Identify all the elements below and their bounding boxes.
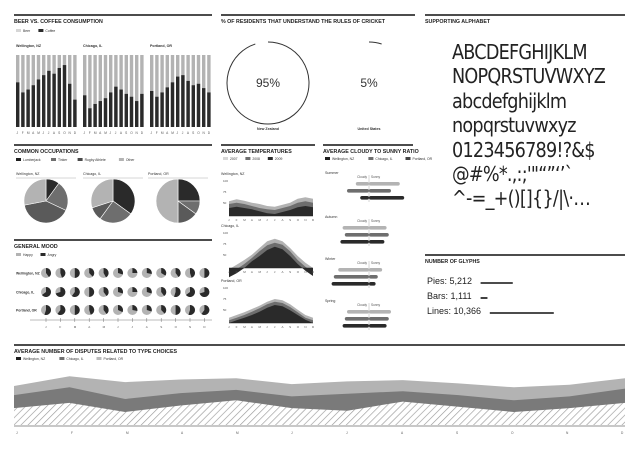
alphabet-line: 0123456789!?&$: [452, 137, 595, 162]
sunny-bar: [369, 324, 387, 328]
month-tick-label: J: [228, 218, 230, 222]
month-tick-label: M: [26, 131, 30, 135]
month-tick-label: M: [171, 131, 174, 135]
panel-city-label: Wellington, NZ: [16, 172, 40, 176]
mood-city-label: Chicago, IL: [16, 290, 35, 295]
section-title: COMMON OCCUPATIONS: [14, 149, 79, 155]
glyph-count-label: Pies: 5,212: [427, 276, 473, 286]
month-tick-label: A: [119, 131, 123, 135]
coffee-bar: [192, 85, 195, 127]
sunny-bar: [369, 226, 387, 230]
month-tick-label: D: [312, 218, 315, 222]
mood-city-label: Portland, OR: [16, 308, 37, 313]
angry-slice: [147, 268, 152, 274]
panel-city-label: Chicago, IL: [83, 172, 102, 176]
month-tick-label: F: [235, 325, 238, 329]
month-tick-label: M: [104, 131, 107, 135]
cloudy-label: Cloudy: [357, 219, 367, 223]
legend-swatch: [16, 29, 21, 32]
month-tick-label: A: [250, 270, 253, 274]
month-tick-label: F: [21, 131, 24, 135]
coffee-bar: [21, 92, 24, 127]
month-tick-label: J: [16, 431, 18, 435]
disputes-chart: [14, 345, 625, 435]
month-tick-label: N: [304, 218, 307, 222]
alphabet-line: @#%*.,:;'"“”‘’`: [452, 162, 573, 187]
alphabet-line: ABCDEFGHIJKLM: [452, 40, 587, 64]
month-tick-label: A: [401, 431, 404, 435]
panel-city-label: Portland, OR: [148, 172, 169, 176]
month-tick-label: F: [155, 131, 158, 135]
sunny-bar: [369, 317, 389, 321]
y-tick-label: 50: [223, 253, 227, 257]
legend-label: Rugby Athlete: [84, 158, 106, 162]
coffee-bar: [16, 82, 19, 127]
occupation-slice: [156, 179, 178, 223]
month-tick-label: A: [166, 131, 169, 135]
month-tick-label: J: [45, 325, 47, 329]
month-tick-label: M: [258, 270, 262, 274]
month-tick-label: N: [68, 131, 71, 135]
coffee-bar: [42, 75, 45, 127]
month-tick-label: F: [235, 218, 238, 222]
sunny-label: Sunny: [371, 261, 381, 265]
month-tick-label: O: [296, 325, 300, 329]
mood-city-label: Wellington, NZ: [16, 271, 40, 276]
sunny-bar: [369, 196, 404, 200]
legend-label: 2009: [274, 157, 283, 161]
coffee-bar: [166, 87, 169, 127]
month-tick-label: J: [109, 131, 112, 135]
month-tick-label: J: [42, 131, 45, 135]
coffee-bar: [140, 94, 143, 127]
month-tick-label: A: [181, 431, 184, 435]
coffee-bar: [155, 97, 158, 127]
season-label: Summer: [325, 171, 339, 175]
legend-label: 2007: [230, 157, 238, 161]
coffee-bar: [135, 101, 138, 127]
legend-label: Other: [125, 158, 135, 162]
legend-label: Portland, OR: [412, 157, 433, 161]
month-tick-label: M: [126, 431, 129, 435]
month-tick-label: A: [186, 131, 190, 135]
glyph-count-label: Bars: 1,111: [427, 291, 472, 301]
legend-swatch: [325, 157, 330, 160]
season-label: Autumn: [325, 215, 338, 219]
month-tick-label: M: [243, 218, 246, 222]
month-tick-label: M: [258, 218, 262, 222]
cricket-country-label: New Zealand: [257, 127, 279, 131]
month-tick-label: A: [281, 325, 284, 329]
angry-slice: [75, 268, 80, 278]
month-tick-label: O: [63, 131, 66, 135]
month-tick-label: F: [88, 131, 91, 135]
cloudy-label: Cloudy: [357, 175, 367, 179]
cloudy-bar: [347, 189, 369, 193]
coffee-bar: [186, 81, 189, 127]
alphabet-line: nopqrstuvwxyz: [452, 113, 576, 138]
legend-swatch: [97, 357, 102, 360]
sunny-label: Sunny: [371, 175, 381, 179]
cloudy-bar: [360, 196, 369, 200]
occupation-slice: [178, 179, 200, 201]
month-tick-label: J: [273, 270, 276, 274]
legend-label: Portland, OR: [103, 357, 124, 361]
occupation-slice: [24, 179, 46, 205]
legend-swatch: [59, 357, 64, 360]
month-tick-label: S: [58, 131, 61, 135]
month-tick-label: S: [160, 325, 163, 329]
month-tick-label: A: [145, 325, 148, 329]
month-tick-label: M: [243, 325, 246, 329]
month-tick-label: O: [296, 218, 300, 222]
cloudy-bar: [332, 282, 369, 286]
month-tick-label: A: [281, 218, 284, 222]
sunny-bar: [369, 275, 378, 279]
angry-slice: [132, 287, 137, 292]
legend-swatch: [268, 157, 273, 160]
coffee-bar: [119, 90, 122, 127]
coffee-bar: [93, 104, 96, 127]
section-title: AVERAGE NUMBER OF DISPUTES RELATED TO TYPE CHOICES: [14, 349, 178, 355]
month-tick-label: S: [125, 131, 128, 135]
panel-city-label: Wellington, NZ: [16, 44, 42, 48]
month-tick-label: S: [289, 270, 292, 274]
cloudy-bar: [338, 268, 369, 272]
panel-city-label: Chicago, IL: [83, 44, 103, 48]
coffee-bar: [26, 90, 29, 127]
legend-label: Chicago, IL: [375, 157, 393, 161]
month-tick-label: O: [197, 131, 200, 135]
legend-swatch: [16, 357, 21, 360]
legend-swatch: [38, 29, 43, 32]
cloudy-bar: [343, 226, 369, 230]
supporting-alphabet-glyphs: [452, 40, 607, 211]
cricket-chart: [221, 15, 415, 131]
angry-slice: [132, 268, 137, 273]
mood-chart: [14, 240, 212, 329]
alphabet-line: NOPQRSTUVWXYZ: [452, 64, 606, 89]
month-tick-label: J: [346, 431, 348, 435]
y-tick-label: 50: [223, 201, 227, 205]
coffee-bar: [83, 95, 86, 127]
coffee-bar: [32, 85, 35, 127]
section-title: AVERAGE TEMPERATURES: [221, 149, 292, 155]
angry-slice: [204, 268, 209, 278]
month-tick-label: J: [150, 131, 153, 135]
legend-label: Lumberjack: [23, 158, 41, 162]
coffee-bar: [202, 88, 205, 127]
month-tick-label: D: [312, 270, 315, 274]
coffee-bar: [52, 74, 55, 127]
month-tick-label: O: [511, 431, 514, 435]
coffee-bar: [130, 97, 133, 127]
coffee-bar: [125, 94, 128, 127]
month-tick-label: M: [102, 325, 106, 329]
y-tick-label: 100: [223, 231, 229, 235]
panel-city-label: Portland, OR: [150, 44, 172, 48]
month-tick-label: F: [71, 431, 73, 435]
coffee-bar: [37, 79, 40, 127]
month-tick-label: J: [266, 325, 268, 329]
month-tick-label: M: [258, 325, 262, 329]
month-tick-label: A: [281, 270, 284, 274]
month-tick-label: S: [192, 131, 195, 135]
legend-label: Coffee: [45, 29, 56, 33]
legend-label: Wellington, NZ: [332, 157, 355, 161]
coffee-bar: [63, 65, 66, 127]
month-tick-label: N: [566, 431, 569, 435]
legend-swatch: [245, 157, 250, 160]
month-tick-label: J: [266, 270, 268, 274]
y-tick-label: 75: [223, 190, 227, 194]
month-tick-label: J: [83, 131, 86, 135]
cloudy-bar: [343, 324, 369, 328]
month-tick-label: N: [189, 325, 192, 329]
month-tick-label: M: [73, 325, 77, 329]
y-tick-label: 100: [223, 179, 229, 183]
sunny-bar: [369, 282, 376, 286]
month-tick-label: S: [289, 218, 292, 222]
coffee-bar: [181, 75, 184, 127]
month-tick-label: A: [250, 325, 253, 329]
month-tick-label: M: [37, 131, 40, 135]
cricket-percent: 5%: [360, 76, 378, 90]
month-tick-label: D: [203, 325, 206, 329]
coffee-bar: [176, 77, 179, 127]
month-tick-label: J: [228, 270, 230, 274]
month-tick-label: M: [93, 131, 97, 135]
cloudy-label: Cloudy: [357, 261, 367, 265]
month-tick-label: J: [181, 131, 184, 135]
section-title: SUPPORTING ALPHABET: [425, 19, 491, 25]
legend-swatch: [223, 157, 228, 160]
coffee-bar: [99, 101, 102, 127]
month-tick-label: S: [456, 431, 459, 435]
month-tick-label: D: [140, 131, 144, 135]
month-tick-label: J: [273, 218, 276, 222]
month-tick-label: J: [47, 131, 50, 135]
season-label: Winter: [325, 257, 336, 261]
month-tick-label: J: [176, 131, 179, 135]
month-tick-label: A: [250, 218, 253, 222]
coffee-bar: [88, 108, 91, 127]
y-tick-label: 75: [223, 297, 227, 301]
alphabet-line: abcdefghijklm: [452, 88, 567, 113]
cloudy-bar: [356, 182, 369, 186]
cloudy-bar: [334, 275, 369, 279]
section-title: NUMBER OF GLYPHS: [425, 259, 480, 265]
beer-coffee-chart: [14, 15, 212, 135]
cricket-arc: [369, 42, 382, 44]
angry-slice: [176, 305, 181, 315]
angry-slice: [89, 287, 94, 297]
month-tick-label: O: [296, 270, 300, 274]
panel-city-label: Portland, OR: [221, 279, 242, 283]
coffee-bar: [160, 92, 163, 127]
legend-swatch: [406, 157, 411, 160]
month-tick-label: J: [273, 325, 276, 329]
cloudy-bar: [340, 240, 369, 244]
month-tick-label: J: [266, 218, 268, 222]
section-title: GENERAL MOOD: [14, 244, 58, 250]
glyphs-chart: [425, 255, 625, 316]
sunny-bar: [369, 233, 389, 237]
coffee-bar: [68, 84, 71, 127]
month-tick-label: N: [202, 131, 205, 135]
coffee-bar: [104, 98, 107, 127]
angry-slice: [132, 305, 137, 311]
month-tick-label: D: [73, 131, 77, 135]
month-tick-label: N: [135, 131, 138, 135]
cricket-country-label: United States: [357, 127, 381, 131]
sunny-bar: [369, 182, 400, 186]
month-tick-label: J: [291, 431, 293, 435]
month-tick-label: A: [32, 131, 35, 135]
panel-city-label: Wellington, NZ: [221, 172, 245, 176]
month-tick-label: D: [621, 431, 624, 435]
month-tick-label: J: [114, 131, 117, 135]
coffee-bar: [58, 68, 61, 127]
y-tick-label: 75: [223, 242, 227, 246]
legend-swatch: [41, 253, 46, 256]
month-tick-label: D: [312, 325, 315, 329]
month-tick-label: J: [16, 131, 19, 135]
coffee-bar: [150, 91, 153, 127]
cloudy-bar: [347, 310, 369, 314]
month-tick-label: M: [236, 431, 239, 435]
cloudy-bar: [345, 317, 369, 321]
glyph-count-label: Lines: 10,366: [427, 306, 482, 316]
month-tick-label: A: [52, 131, 56, 135]
sunny-bar: [369, 189, 391, 193]
cloudy-bar: [345, 233, 369, 237]
month-tick-label: O: [174, 325, 177, 329]
panel-city-label: Chicago, IL: [221, 224, 240, 228]
section-title: % OF RESIDENTS THAT UNDERSTAND THE RULES OF CRICKET: [221, 19, 386, 25]
occupations-chart: [14, 145, 212, 223]
month-tick-label: N: [304, 325, 307, 329]
legend-swatch: [119, 158, 124, 161]
cloudy-sunny-chart: [323, 145, 433, 330]
coffee-bar: [114, 87, 117, 127]
section-title: AVERAGE CLOUDY TO SUNNY RATIO: [323, 149, 419, 155]
season-label: Spring: [325, 299, 336, 303]
coffee-bar: [73, 100, 76, 127]
month-tick-label: J: [117, 325, 119, 329]
coffee-bar: [197, 84, 200, 127]
legend-label: 2008: [252, 157, 260, 161]
cricket-percent: 95%: [255, 76, 281, 90]
legend-swatch: [16, 253, 21, 256]
sunny-bar: [369, 310, 391, 314]
sunny-label: Sunny: [371, 303, 381, 307]
month-tick-label: N: [304, 270, 307, 274]
month-tick-label: A: [99, 131, 102, 135]
legend-swatch: [78, 158, 83, 161]
legend-label: Happy: [23, 253, 33, 257]
legend-label: Angry: [47, 253, 57, 257]
coffee-bar: [207, 92, 210, 127]
legend-label: Tinker: [58, 158, 68, 162]
legend-label: Chicago, IL: [66, 357, 84, 361]
angry-slice: [75, 305, 80, 315]
y-tick-label: 50: [223, 308, 227, 312]
sunny-bar: [369, 268, 382, 272]
temperatures-chart: [221, 145, 315, 329]
legend-swatch: [51, 158, 56, 161]
section-title: BEER VS. COFFEE CONSUMPTION: [14, 19, 103, 25]
coffee-bar: [109, 92, 112, 127]
month-tick-label: D: [207, 131, 211, 135]
month-tick-label: S: [289, 325, 292, 329]
coffee-bar: [47, 71, 50, 127]
alphabet-line: ^-=_+()[]{}/|\·…: [452, 186, 591, 211]
sunny-label: Sunny: [371, 219, 381, 223]
legend-swatch: [16, 158, 21, 161]
month-tick-label: J: [228, 325, 230, 329]
cloudy-label: Cloudy: [357, 303, 367, 307]
month-tick-label: M: [243, 270, 246, 274]
alphabet-panel: [425, 15, 625, 25]
month-tick-label: O: [130, 131, 133, 135]
month-tick-label: J: [131, 325, 133, 329]
month-tick-label: F: [235, 270, 238, 274]
month-tick-label: A: [88, 325, 91, 329]
legend-swatch: [368, 157, 373, 160]
legend-label: Beer: [23, 29, 31, 33]
legend-label: Wellington, NZ: [23, 357, 46, 361]
month-tick-label: F: [59, 325, 62, 329]
coffee-bar: [171, 82, 174, 127]
sunny-bar: [369, 240, 384, 244]
month-tick-label: M: [160, 131, 164, 135]
y-tick-label: 100: [223, 286, 229, 290]
